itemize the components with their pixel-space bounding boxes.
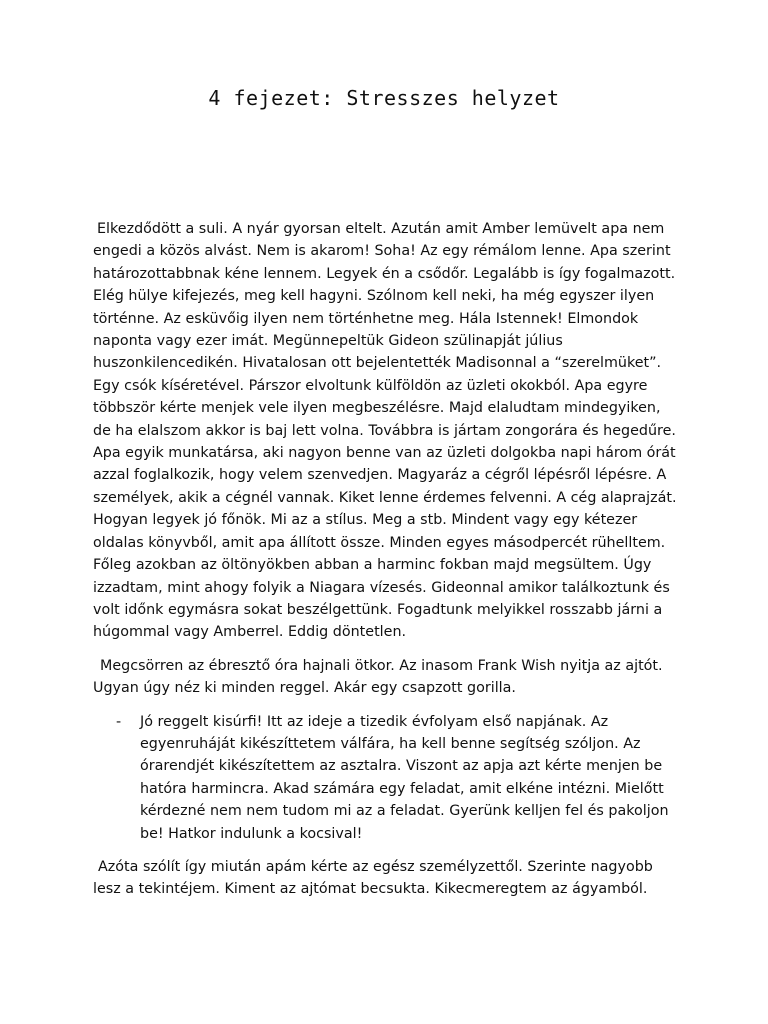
chapter-body [93, 218, 681, 901]
paragraph: Megcsörren az ébresztő óra hajnali ötkor. Az inasom Frank Wish nyitja az ajtót. Ugyan úgy néz ki minden reggel. Akár egy csapzott gorilla. [93, 657, 663, 697]
paragraph: Elkezdődött a suli. A nyár gyorsan eltelt. Azután amit Amber lemüvelt apa nem engedi a közös alvást. Nem is akarom! Soha! Az egy rémálom lenne. Apa szerint határozottabbnak kéne lennem. Legyek én a csődőr. Legalább is így fogalmazott. Elég hülye kifejezés, meg kell hagyni. Szólnom kell neki, ha még egyszer ilyen történne. Az esküvőig ilyen nem történhetne meg. Hála Istennek! Elmondok naponta vagy ezer imát. Megünnepeltük Gideon szülinapját július huszonkilencedikén. Hivatalosan ott bejelentették Madisonnal a “szerelmüket”. Egy csók kíséretével. Párszor elvoltunk külföldön az üzleti okokból. Apa egyre többször kérte menjek vele ilyen megbeszélésre. Majd elaludtam mindegyiken, de ha elalszom akkor is baj lett volna. Továbbra is jártam zongorára és hegedűre. Apa egyik munkatársa, aki nagyon benne van az üzleti dolgokba napi három órát azzal foglalkozik, hogy velem szenvedjen. Magyaráz a cégről lépésről lépésre. A személyek, akik a cégnél vannak. Kiket lenne érdemes felvenni. A cég alaprajzát. Hogyan legyek jó főnök. Mi az a stílus. Meg a stb. Mindent vagy egy kétezer oldalas könyvből, amit apa állított össze. Minden egyes másodpercét rühelltem. Főleg azokban az öltönyökben abban a harminc fokban majd megsültem. Úgy izzadtam, mint ahogy folyik a Niagara vízesés. Gideonnal amikor találkoztunk és volt időnk egymásra sokat beszélgettünk. Fogadtunk melyikkel rosszabb járni a húgommal vagy Amberrel. Eddig döntetlen. [93, 221, 677, 641]
dialogue-item [93, 711, 681, 845]
chapter-title: 4 fejezet: Stresszes helyzet [208, 86, 560, 110]
dialogue-text: Jó reggelt kisúrfi! Itt az ideje a tizedik évfolyam első napjának. Az egyenruháját kikészíttetem válfára, ha kell benne segítség szóljon. Az órarendjét kikészítettem az asztalra. Viszont az apja azt kérte menjen be hatóra harmincra. Akad számára egy feladat, amit elkéne intézni. Mielőtt kérdezné nem nem tudom mi az a feladat. Gyerünk kelljen fel és pakoljon be! Hatkor indulunk a kocsival! [140, 713, 669, 842]
dialogue-dash: - [116, 713, 122, 730]
paragraph: Azóta szólít így miután apám kérte az egész személyzettől. Szerinte nagyobb lesz a tekintéjem. Kiment az ajtómat becsukta. Kikecmeregtem az ágyamból. [93, 858, 653, 898]
